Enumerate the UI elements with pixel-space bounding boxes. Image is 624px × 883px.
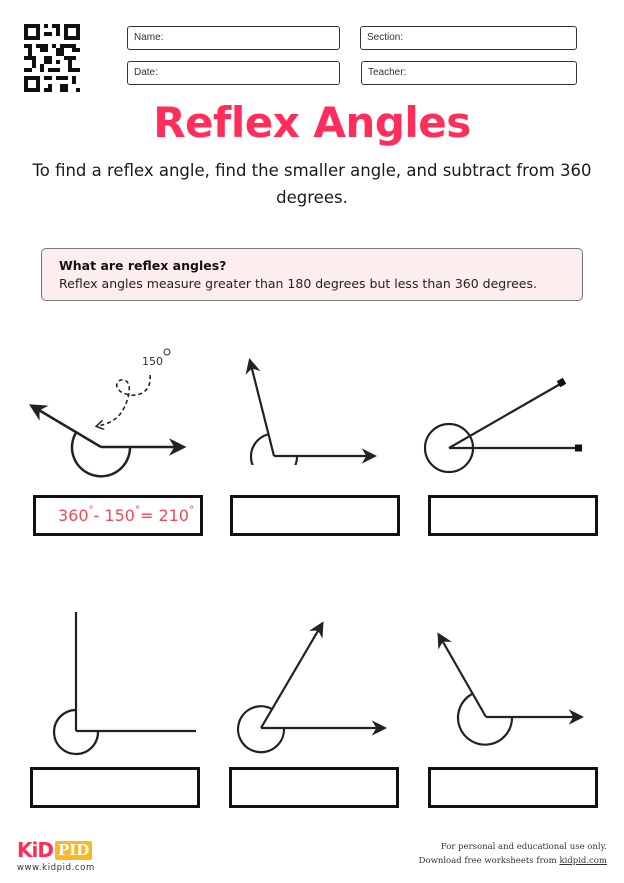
angle-figure-6 [415, 615, 615, 765]
section-label: Section: [367, 32, 404, 43]
logo-kid: KiD [17, 838, 53, 862]
date-field[interactable] [127, 61, 340, 85]
example-answer: 360°- 150°= 210° [58, 505, 194, 525]
instructions: To find a reflex angle, find the smaller angle, and subtract from 360 degrees. [32, 161, 592, 207]
answer-box-1[interactable] [33, 495, 203, 536]
name-field[interactable] [127, 26, 340, 50]
angle-label-150: 150 [142, 355, 163, 368]
logo-pid: PID [55, 841, 92, 860]
teacher-label: Teacher: [368, 67, 407, 78]
footer-note-line1: For personal and educational use only. [440, 842, 607, 852]
footer-note [419, 840, 607, 868]
angle-figure-4 [20, 600, 220, 760]
kidpid-logo [17, 838, 95, 873]
answer-box-3[interactable] [428, 495, 598, 536]
date-label: Date: [134, 67, 158, 78]
angle-figure-5 [220, 610, 400, 760]
kidpid-link[interactable]: kidpid.com [559, 856, 607, 866]
answer-box-5[interactable] [229, 767, 399, 808]
info-box [41, 248, 583, 301]
info-answer: Reflex angles measure greater than 180 degrees but less than 360 degrees. [59, 276, 537, 291]
name-label: Name: [134, 32, 164, 43]
logo-url: www.kidpid.com [17, 863, 95, 873]
footer-note-line2: Download free worksheets from kidpid.com [418, 856, 607, 866]
info-question: What are reflex angles? [59, 258, 227, 273]
teacher-field[interactable] [361, 61, 577, 85]
answer-box-6[interactable] [428, 767, 598, 808]
answer-box-2[interactable] [230, 495, 400, 536]
angle-figure-2 [220, 345, 400, 465]
page-title: Reflex Angles [153, 98, 471, 147]
angle-figure-3 [410, 360, 610, 485]
qr-code-icon [24, 24, 80, 92]
answer-box-4[interactable] [30, 767, 200, 808]
section-field[interactable] [360, 26, 577, 50]
